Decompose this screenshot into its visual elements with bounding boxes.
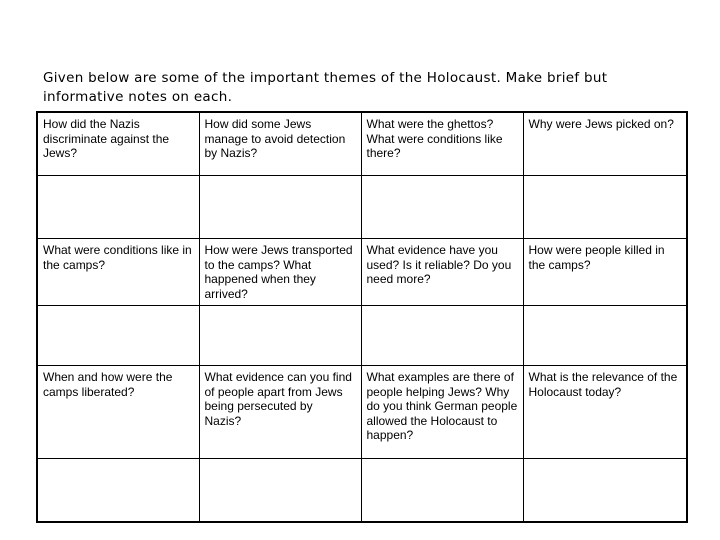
answer-cell[interactable] <box>199 176 361 239</box>
answer-cell[interactable] <box>199 459 361 523</box>
answer-cell[interactable] <box>361 306 523 366</box>
question-cell: How were Jews transported to the camps? What happened when they arrived? <box>199 239 361 306</box>
question-cell: What examples are there of people helping Jews? Why do you think German people allowed the Holocaust to happen? <box>361 366 523 459</box>
question-cell: When and how were the camps liberated? <box>37 366 199 459</box>
answer-row-2 <box>37 306 687 366</box>
worksheet-instructions: Given below are some of the important themes of the Holocaust. Make brief but informative notes on each. <box>43 70 608 105</box>
question-cell: How were people killed in the camps? <box>523 239 687 306</box>
holocaust-themes-table <box>36 111 688 523</box>
answer-cell[interactable] <box>37 176 199 239</box>
question-cell: What were the ghettos? What were conditions like there? <box>361 112 523 176</box>
question-cell: Why were Jews picked on? <box>523 112 687 176</box>
answer-cell[interactable] <box>523 459 687 523</box>
question-cell: What evidence have you used? Is it reliable? Do you need more? <box>361 239 523 306</box>
answer-cell[interactable] <box>199 306 361 366</box>
answer-cell[interactable] <box>361 176 523 239</box>
question-cell: How did the Nazis discriminate against the Jews? <box>37 112 199 176</box>
question-cell: What evidence can you find of people apart from Jews being persecuted by Nazis? <box>199 366 361 459</box>
answer-row-1 <box>37 176 687 239</box>
question-row-3 <box>37 366 687 459</box>
answer-cell[interactable] <box>37 459 199 523</box>
answer-cell[interactable] <box>37 306 199 366</box>
answer-row-3 <box>37 459 687 523</box>
answer-cell[interactable] <box>361 459 523 523</box>
question-row-2 <box>37 239 687 306</box>
question-cell: What is the relevance of the Holocaust today? <box>523 366 687 459</box>
answer-cell[interactable] <box>523 176 687 239</box>
question-cell: What were conditions like in the camps? <box>37 239 199 306</box>
question-row-1 <box>37 112 687 176</box>
question-cell: How did some Jews manage to avoid detection by Nazis? <box>199 112 361 176</box>
answer-cell[interactable] <box>523 306 687 366</box>
